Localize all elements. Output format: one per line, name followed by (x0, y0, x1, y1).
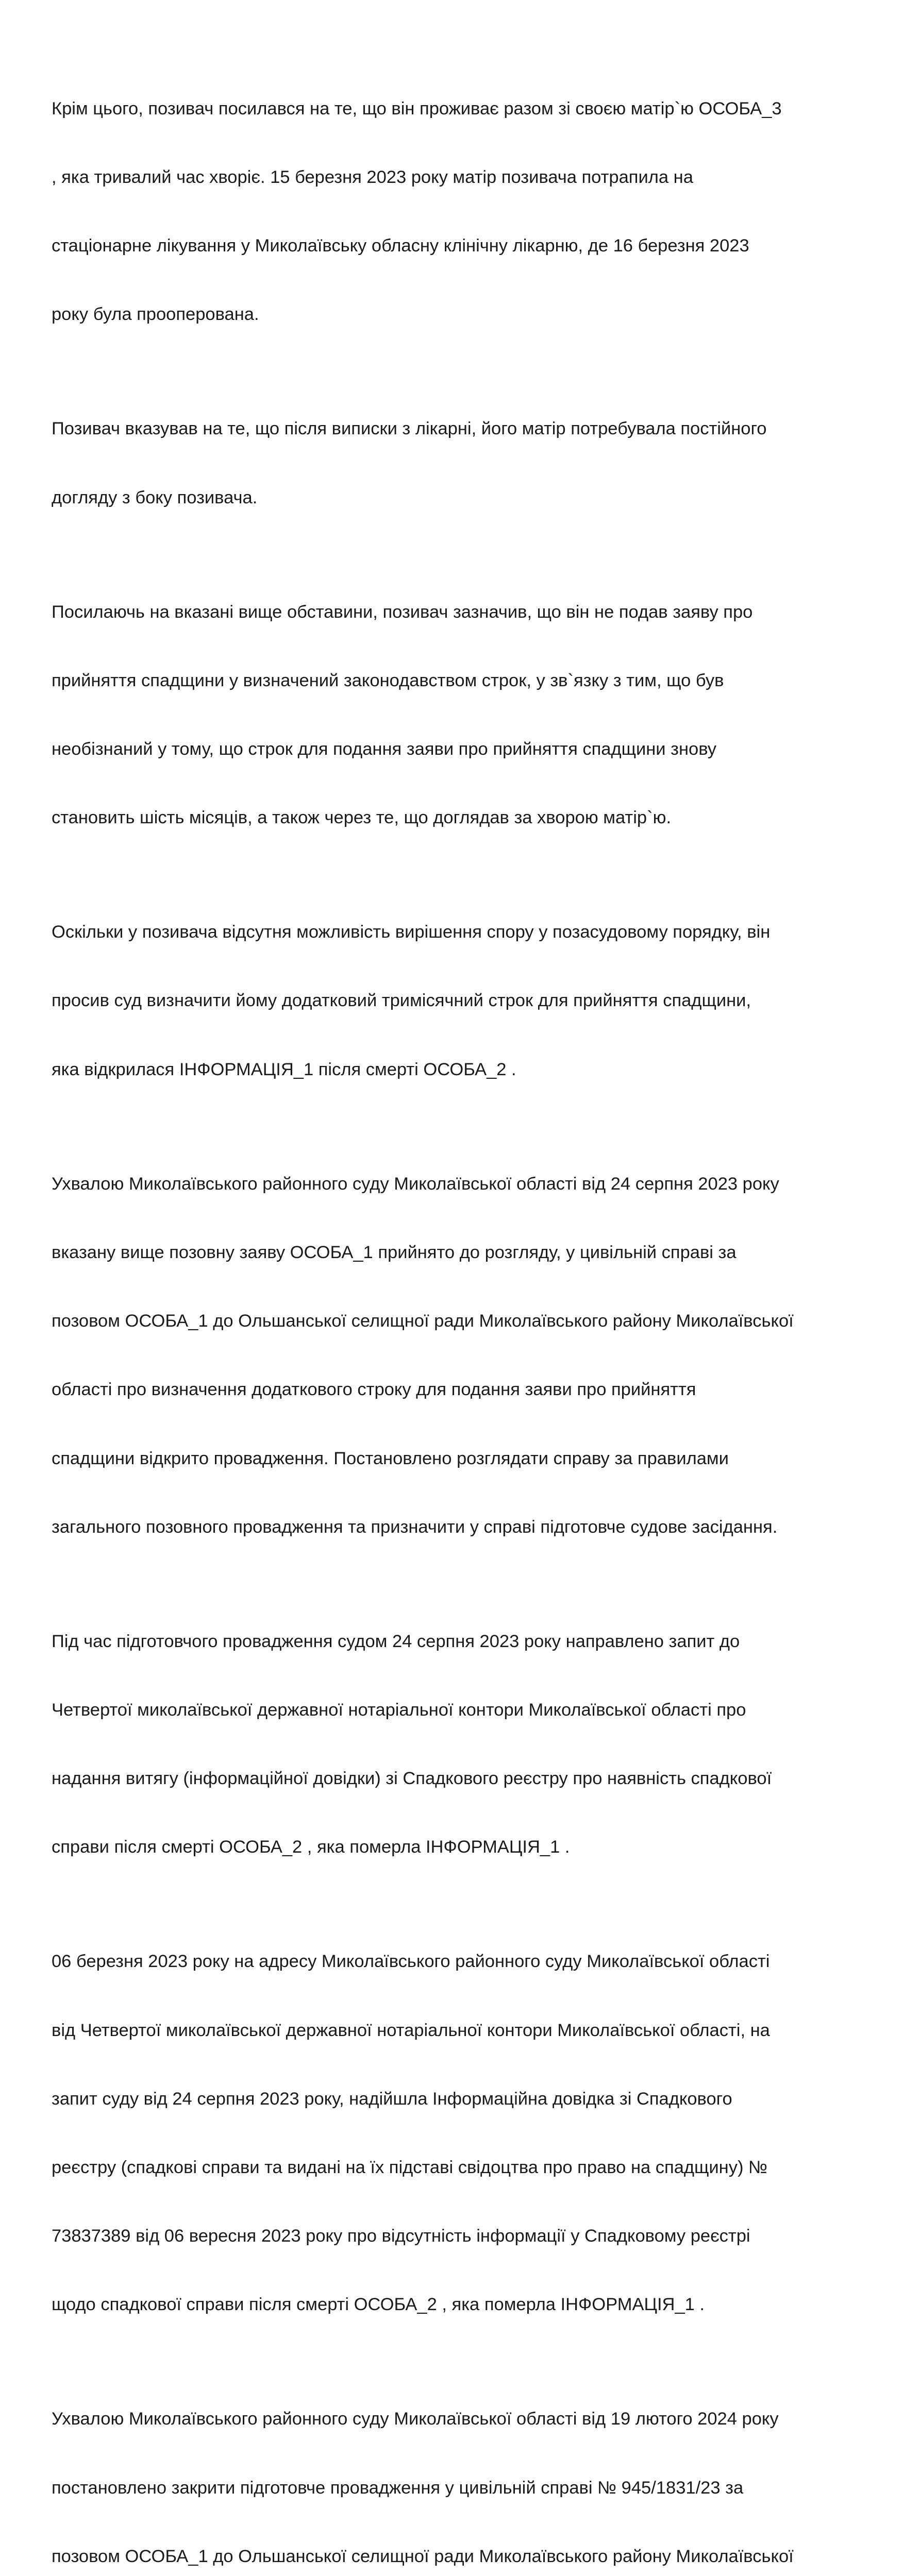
text-line: 73837389 від 06 вересня 2023 року про відсутність інформації у Спадковому реєстрі (52, 2226, 750, 2246)
paragraph (52, 372, 876, 555)
text-line: , яка тривалий час хворіє. 15 березня 2023 року матір позивача потрапила на (52, 167, 693, 188)
text-line: Четвертої миколаївської державної нотаріальної контори Миколаївської області про (52, 1700, 746, 1720)
document-page (52, 52, 876, 2576)
paragraph (52, 2362, 876, 2576)
text-line: року була прооперована. (52, 304, 259, 325)
text-line: Ухвалою Миколаївського районного суду Миколаївської області від 19 лютого 2024 року (52, 2409, 779, 2429)
text-line: прийняття спадщини у визначений законодавством строк, у зв`язку з тим, що був (52, 670, 724, 690)
text-line: вказану вище позовну заяву ОСОБА_1 прийнято до розгляду, у цивільній справі за (52, 1242, 737, 1262)
paragraph (52, 1127, 876, 1584)
text-line: позовом ОСОБА_1 до Ольшанської селищної ради Миколаївського району Миколаївської (52, 1311, 794, 1331)
text-line: Крім цього, позивач посилався на те, що він проживає разом зі своєю матір`ю ОСОБА_3 (52, 98, 782, 118)
text-line: надання витягу (інформаційної довідки) зі Спадкового реєстру про наявність спадкової (52, 1769, 772, 1789)
text-line: становить шість місяців, а також через те, що доглядав за хворою матір`ю. (52, 808, 672, 828)
text-line: загального позовного провадження та призначити у справі підготовче судове засідання. (52, 1517, 778, 1537)
text-line: стаціонарне лікування у Миколаївську обласну клінічну лікарню, де 16 березня 2023 (52, 236, 749, 256)
text-line: яка відкрилася ІНФОРМАЦІЯ_1 після смерті ОСОБА_2 . (52, 1059, 516, 1079)
paragraph (52, 1584, 876, 1905)
text-line: позовом ОСОБА_1 до Ольшанської селищної ради Миколаївського району Миколаївської (52, 2546, 794, 2566)
text-line: щодо спадкової справи після смерті ОСОБА_2 , яка померла ІНФОРМАЦІЯ_1 . (52, 2295, 705, 2315)
text-line: Позивач вказував на те, що після виписки з лікарні, його матір потребувала постійного (52, 419, 767, 439)
text-line: догляду з боку позивача. (52, 487, 258, 507)
text-line: реєстру (спадкові справи та видані на їх підставі свідоцтва про право на спадщину) № (52, 2157, 768, 2177)
text-line: спадщини відкрито провадження. Постановлено розглядати справу за правилами (52, 1448, 729, 1468)
text-line: 06 березня 2023 року на адресу Миколаївського районного суду Миколаївської області (52, 1952, 770, 1972)
text-line: справи після смерті ОСОБА_2 , яка померла ІНФОРМАЦІЯ_1 . (52, 1837, 570, 1857)
text-line: просив суд визначити йому додатковий тримісячний строк для прийняття спадщини, (52, 991, 751, 1011)
text-line: запит суду від 24 серпня 2023 року, надійшла Інформаційна довідка зі Спадкового (52, 2089, 732, 2109)
text-line: від Четвертої миколаївської державної нотаріальної контори Миколаївської області, на (52, 2020, 770, 2040)
text-line: Посилаючь на вказані вище обставини, позивач зазначив, що він не подав заяву про (52, 602, 753, 622)
text-line: необізнаний у тому, що строк для подання заяви про прийняття спадщини знову (52, 739, 717, 759)
text-line: Ухвалою Миколаївського районного суду Миколаївської області від 24 серпня 2023 року (52, 1174, 779, 1194)
paragraph (52, 52, 876, 372)
paragraph (52, 1905, 876, 2362)
text-line: області про визначення додаткового строку для подання заяви про прийняття (52, 1380, 696, 1400)
text-line: Оскільки у позивача відсутня можливість вирішення спору у позасудовому порядку, він (52, 922, 771, 942)
text-line: Під час підготовчого провадження судом 24 серпня 2023 року направлено запит до (52, 1631, 740, 1651)
paragraph (52, 875, 876, 1126)
paragraph (52, 555, 876, 875)
text-line: постановлено закрити підготовче провадження у цивільній справі № 945/1831/23 за (52, 2478, 744, 2498)
